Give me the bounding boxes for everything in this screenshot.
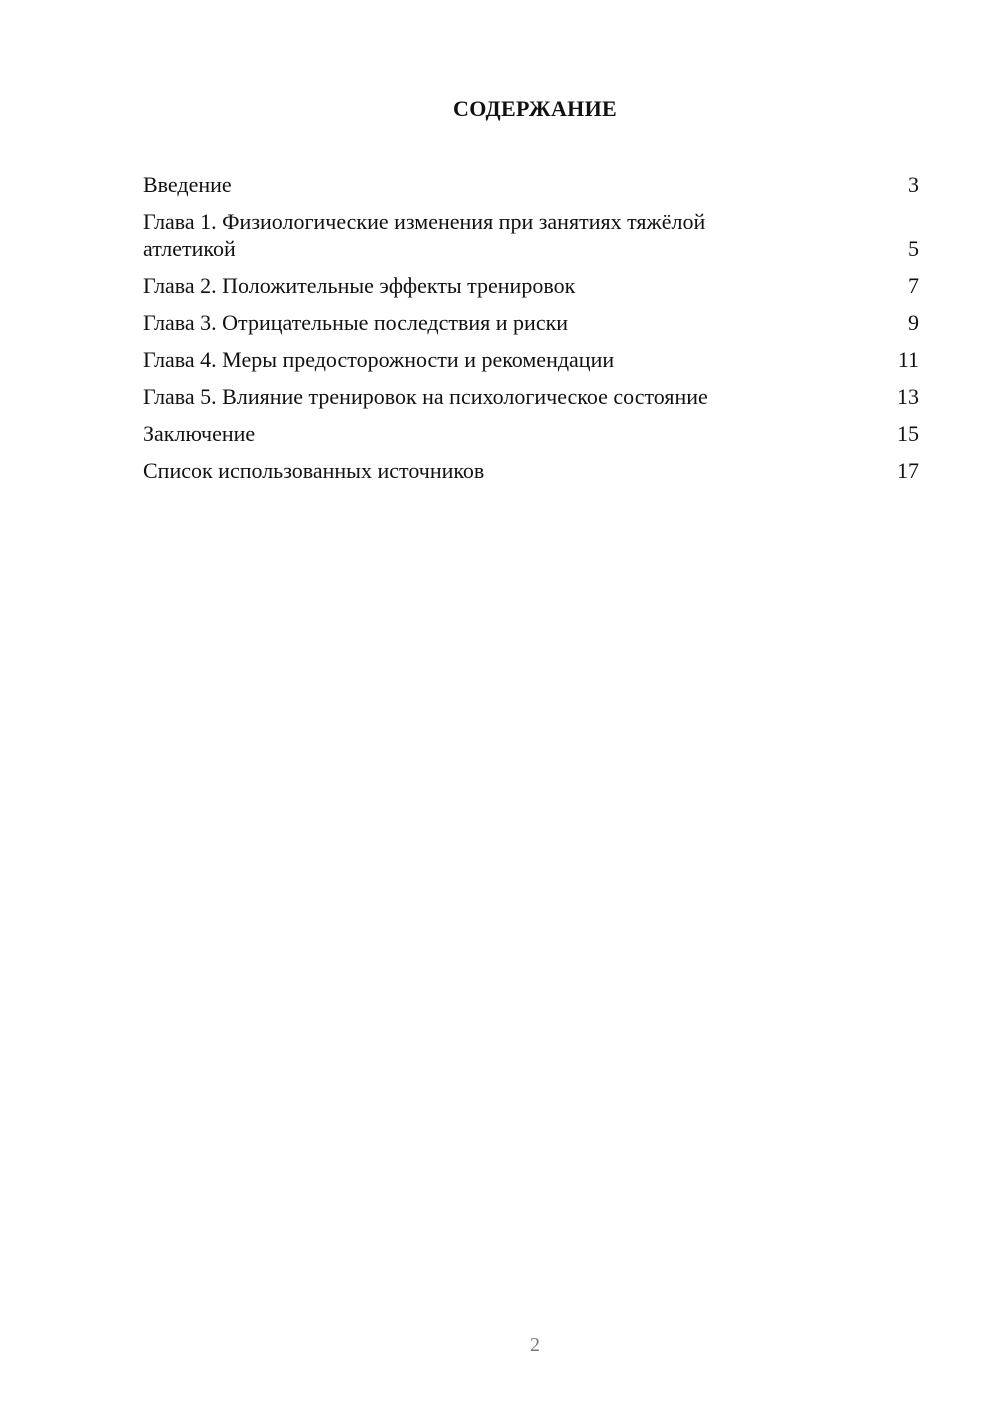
toc-entry-label: Глава 3. Отрицательные последствия и риски — [143, 310, 569, 335]
toc-entry-references[interactable] — [143, 457, 919, 484]
toc-entry-page: 5 — [908, 236, 919, 261]
toc-entry-label: Глава 4. Меры предосторожности и рекомендации — [143, 347, 615, 372]
toc-entry-label: Список использованных источников — [143, 458, 485, 483]
toc-entry-page: 15 — [897, 421, 919, 446]
toc-entry-page: 9 — [908, 310, 919, 335]
toc-entry-chapter-2[interactable] — [143, 272, 919, 299]
toc-entry-chapter-1[interactable] — [143, 208, 919, 262]
toc-entry-conclusion[interactable] — [143, 420, 919, 447]
page-title: СОДЕРЖАНИЕ — [453, 96, 617, 121]
toc-entry-label: Глава 5. Влияние тренировок на психологическое состояние — [143, 384, 708, 409]
toc-entry-label: Заключение — [143, 421, 256, 446]
toc-entry-introduction[interactable] — [143, 171, 919, 198]
toc-entry-chapter-4[interactable] — [143, 346, 919, 373]
toc-entry-page: 7 — [908, 273, 919, 298]
toc-entry-page: 17 — [897, 458, 919, 483]
toc-entry-label: Глава 1. Физиологические изменения при занятиях тяжёлой атлетикой — [143, 209, 706, 261]
page-number: 2 — [530, 1334, 540, 1356]
toc-entry-label: Введение — [143, 172, 232, 197]
toc-entry-page: 13 — [897, 384, 919, 409]
toc-entry-page: 11 — [897, 347, 919, 372]
toc-entry-page: 3 — [908, 172, 919, 197]
toc-entry-label: Глава 2. Положительные эффекты тренировок — [143, 273, 576, 298]
toc-entry-chapter-3[interactable] — [143, 309, 919, 336]
toc-entry-chapter-5[interactable] — [143, 383, 919, 410]
table-of-contents — [143, 171, 919, 494]
